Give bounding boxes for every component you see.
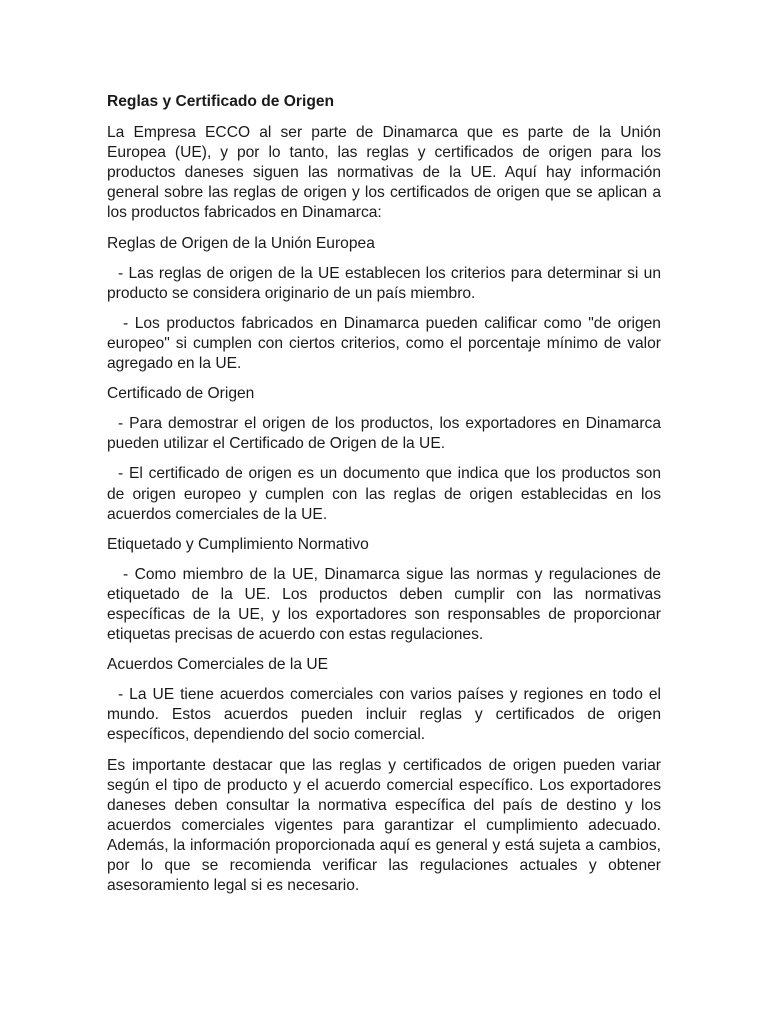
section-heading-certificado: Certificado de Origen: [107, 385, 255, 403]
section-heading-reglas: Reglas de Origen de la Unión Europea: [107, 234, 375, 252]
section-heading-etiquetado: Etiquetado y Cumplimiento Normativo: [107, 535, 369, 553]
bullet-certificado-1: - Para demostrar el origen de los productos, los exportadores en Dinamarca pueden utilizar el Certificado de Origen de la UE.: [107, 415, 661, 453]
section-heading-acuerdos: Acuerdos Comerciales de la UE: [107, 656, 329, 674]
bullet-etiquetado-1: - Como miembro de la UE, Dinamarca sigue las normas y regulaciones de etiquetado de la UE. Los productos deben cumplir con las normativas específicas de la UE, y los exportadores son responsables de proporcionar etiquetas precisas de acuerdo con estas regulaciones.: [107, 565, 661, 644]
bullet-reglas-2: - Los productos fabricados en Dinamarca pueden calificar como "de origen europeo" si cumplen con ciertos criterios, como el porcentaje mínimo de valor agregado en la UE.: [107, 314, 661, 373]
intro-paragraph: La Empresa ECCO al ser parte de Dinamarca que es parte de la Unión Europea (UE), y por lo tanto, las reglas y certificados de origen para los productos daneses siguen las normativas de la UE. Aquí hay información general sobre las reglas de origen y los certificados de origen que se aplican a los productos fabricados en Dinamarca:: [107, 124, 661, 222]
document-page: [107, 92, 661, 896]
bullet-acuerdos-1: - La UE tiene acuerdos comerciales con varios países y regiones en todo el mundo. Estos acuerdos pueden incluir reglas y certificados de origen específicos, dependiendo del socio comercial.: [107, 686, 661, 744]
document-title: Reglas y Certificado de Origen: [107, 93, 335, 110]
bullet-reglas-1: - Las reglas de origen de la UE establecen los criterios para determinar si un producto se considera originario de un país miembro.: [107, 264, 661, 302]
bullet-certificado-2: - El certificado de origen es un documento que indica que los productos son de origen europeo y cumplen con las reglas de origen establecidas en los acuerdos comerciales de la UE.: [107, 465, 661, 523]
conclusion-paragraph: Es importante destacar que las reglas y certificados de origen pueden variar según el tipo de producto y el acuerdo comercial específico. Los exportadores daneses deben consultar la normativa específica del país de destino y los acuerdos comerciales vigentes para garantizar el cumplimiento adecuado. Además, la información proporcionada aquí es general y está sujeta a cambios, por lo que se recomienda verificar las regulaciones actuales y obtener asesoramiento legal si es necesario.: [107, 756, 661, 895]
